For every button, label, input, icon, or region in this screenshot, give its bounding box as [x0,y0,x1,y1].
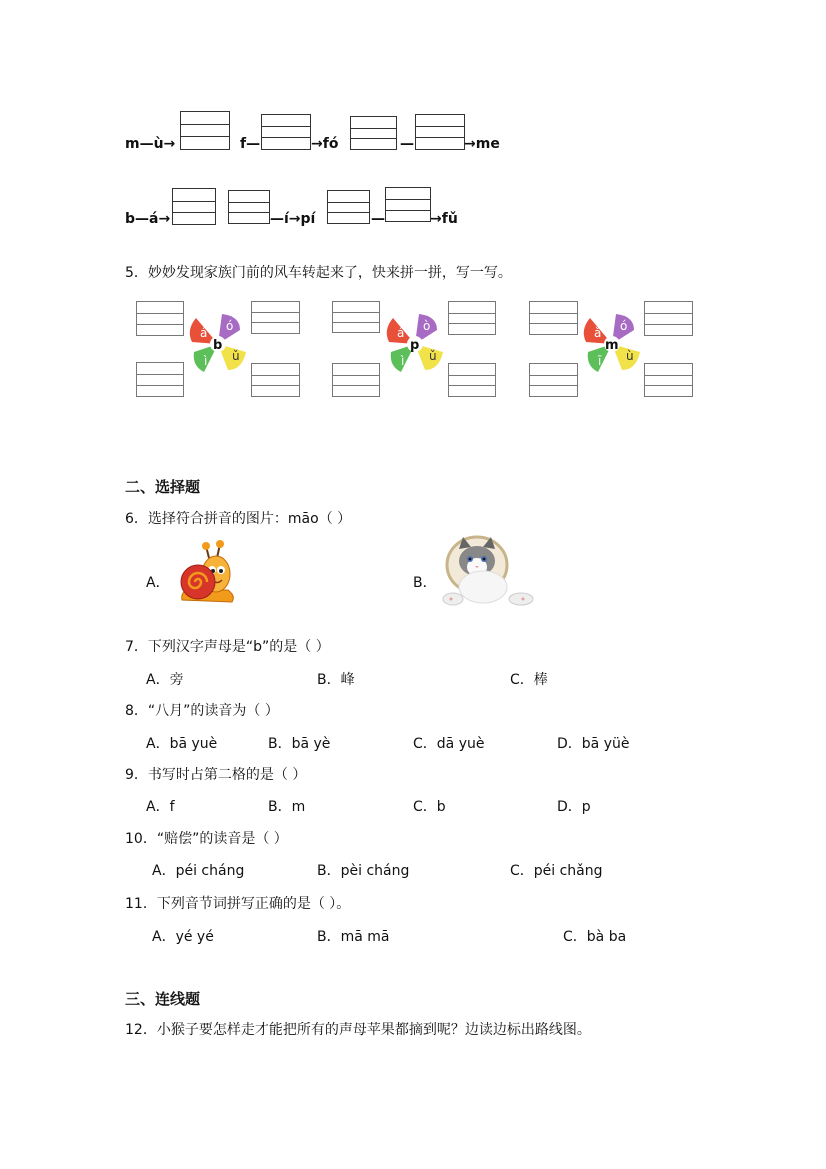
option-b[interactable]: B．mā mā [317,929,390,945]
writing-grid[interactable] [136,362,184,397]
question-10: 10．“赔偿”的读音是（ ） [125,831,288,847]
chain-label: b—á→ [125,211,171,227]
chain-label: — [400,136,414,152]
petal-letter: ǎ [594,326,602,340]
writing-grid[interactable] [415,114,465,150]
chain-label: →fó [311,136,339,152]
chain-label: f— [240,136,261,152]
windmill-center-letter: b [213,338,223,353]
petal-letter: ì [401,354,405,368]
windmill-m [576,308,648,380]
option-d[interactable]: D．bā yüè [557,736,630,752]
writing-grid[interactable] [385,187,431,222]
writing-grid[interactable] [332,363,380,397]
writing-grid[interactable] [529,363,578,397]
option-b[interactable]: B．pèi cháng [317,863,410,879]
cat-image[interactable] [437,535,535,609]
windmill-center-letter: m [605,338,619,353]
writing-grid[interactable] [332,301,380,333]
writing-grid[interactable] [251,301,300,334]
writing-grid[interactable] [180,111,230,150]
writing-grid[interactable] [644,363,693,397]
option-a[interactable]: A．péi cháng [152,863,245,879]
petal-letter: ò [423,319,431,333]
option-c[interactable]: C．b [413,799,446,815]
chain-label: →me [464,136,500,152]
writing-grid[interactable] [251,363,300,397]
writing-grid[interactable] [327,190,370,224]
chain-label: —í→pí [270,211,316,227]
writing-grid[interactable] [350,116,397,150]
question-9: 9．书写时占第二格的是（ ） [125,767,307,783]
option-c[interactable]: C．bà ba [563,929,627,945]
chain-label: — [371,211,385,227]
option-c[interactable]: C．péi chǎng [510,863,603,879]
writing-grid[interactable] [172,188,216,225]
petal-letter: ī [598,354,602,368]
chain-label: m—ù→ [125,136,176,152]
question-6: 6．选择符合拼音的图片：māo（ ） [125,511,352,527]
option-a[interactable]: A．旁 [146,672,184,688]
option-a[interactable]: A． [146,575,170,591]
question-7: 7．下列汉字声母是“b”的是（ ） [125,639,330,655]
question-11: 11．下列音节词拼写正确的是（ ）。 [125,896,351,912]
petal-letter: á [397,326,405,340]
option-a[interactable]: A．bā yuè [146,736,218,752]
option-c[interactable]: C．棒 [510,672,548,688]
windmill-p [379,308,451,380]
petal-letter: ì [204,354,208,368]
option-b[interactable]: B．峰 [317,672,355,688]
option-b[interactable]: B．bā yè [268,736,331,752]
windmill-b [182,308,254,380]
writing-grid[interactable] [448,363,496,397]
writing-grid[interactable] [261,114,311,150]
section-heading: 三、连线题 [125,990,201,1008]
petal-letter: ù [626,349,634,363]
section-heading: 二、选择题 [125,478,201,496]
question-12: 12．小猴子要怎样走才能把所有的声母苹果都摘到呢？边读边标出路线图。 [125,1022,591,1038]
petal-letter: ǔ [232,349,240,363]
question-8: 8．“八月”的读音为（ ） [125,703,279,719]
option-b[interactable]: B．m [268,799,306,815]
writing-grid[interactable] [228,190,270,224]
writing-grid[interactable] [529,301,578,335]
option-c[interactable]: C．dā yuè [413,736,485,752]
option-b[interactable]: B． [413,575,437,591]
writing-grid[interactable] [448,301,496,335]
petal-letter: ó [620,319,628,333]
option-a[interactable]: A．f [146,799,175,815]
windmill-center-letter: p [410,338,420,353]
petal-letter: á [200,326,208,340]
snail-image[interactable] [176,540,236,608]
option-d[interactable]: D．p [557,799,591,815]
petal-letter: ǔ [429,349,437,363]
option-a[interactable]: A．yé yé [152,929,214,945]
writing-grid[interactable] [136,301,184,336]
petal-letter: ó [226,319,234,333]
question-5: 5．妙妙发现家族门前的风车转起来了，快来拼一拼，写一写。 [125,265,512,281]
writing-grid[interactable] [644,301,693,336]
chain-label: →fǔ [430,211,458,227]
